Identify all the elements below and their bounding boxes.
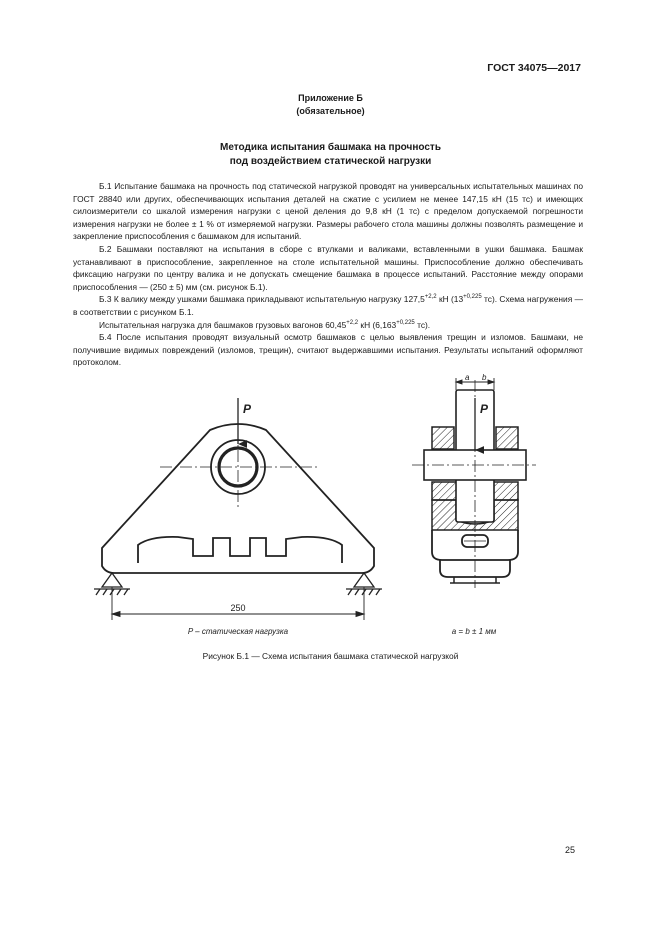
standard-number: ГОСТ 34075—2017 (487, 62, 581, 74)
dimension-value: 250 (230, 603, 246, 613)
label-b: b (482, 373, 487, 382)
centerlines (160, 430, 318, 510)
title-line-1: Методика испытания башмака на прочность (220, 142, 441, 153)
paragraph-b3-load (73, 319, 583, 332)
paragraph-b3 (73, 293, 583, 318)
b3b-tolerance-2: +0,225 (396, 319, 415, 326)
paragraph-b4: Б.4 После испытания проводят визуальный осмотр башмаков с целью выявления трещин и изломов. Башмаки, не получившие видимых повреждений (изломов, трещин), считают выдержавшими испытания. Результаты испытаний оформляют протоколом. (73, 332, 583, 368)
b3-text-pre: Б.3 К валику между ушками башмака прикладывают испытательную нагрузку 127,5 (99, 294, 425, 305)
b3b-tolerance-1: +2,2 (346, 319, 359, 326)
title-line-2: под воздействием статической нагрузки (229, 156, 432, 167)
appendix-heading (0, 92, 661, 118)
b3-tolerance-2: +0,225 (463, 294, 482, 301)
b3-text-post: тс). Схема нагружения — в соответствии с рисунком Б.1. (73, 294, 583, 317)
body-text (73, 180, 583, 369)
appendix-name: Приложение Б (298, 93, 363, 103)
figure-caption: Рисунок Б.1 — Схема испытания башмака статической нагрузкой (202, 651, 459, 661)
paragraph-b1: Б.1 Испытание башмака на прочность под статической нагрузкой проводят на универсальных испытательных машинах по ГОСТ 28840 или других, обеспечивающих испытания деталей на сжатие с усилием не менее 147,15 кН (15 тс) и имеющих силоизмерители со шкалой измерения нагрузки с ценой деления до 9,8 кН (1 тс) с пределом допускаемой погрешности измерения нагрузки не более ± 1 % от измеряемой нагрузки. Размеры рабочего стола машины должны позволять размещение и закрепление приспособления с башмаком для испытаний. (73, 181, 583, 242)
label-a: a (465, 373, 470, 382)
b3b-text-post: тс). (414, 319, 431, 330)
b3-tolerance-1: +2,2 (424, 294, 437, 301)
figure-b1-drawing (80, 370, 580, 645)
b3b-text-pre: Испытательная нагрузка для башмаков грузовых вагонов 60,45 (99, 319, 347, 330)
legend-right: a = b ± 1 мм (451, 627, 497, 636)
load-symbol-left: P (243, 402, 252, 416)
b3-text-mid: кН (13 (436, 294, 464, 305)
document-title (0, 141, 661, 169)
load-symbol-right: P (480, 402, 489, 416)
appendix-status: (обязательное) (296, 106, 365, 116)
paragraph-b2: Б.2 Башмаки поставляют на испытания в сборе с втулками и валиками, вставленными в ушки башмака. Башмак устанавливают в приспособление, закрепленное на столе испытательной машины. Приспособление должно обеспечивать фиксацию нагрузки по центру валика и не допускать смещение башмака в процессе испытаний. Расстояние между опорами приспособления — (250 ± 5) мм (см. рисунок Б.1). (73, 243, 583, 292)
legend-left: P – статическая нагрузка (187, 627, 289, 636)
b3b-text-mid: кН (6,163 (358, 319, 397, 330)
page-number: 25 (564, 845, 575, 855)
